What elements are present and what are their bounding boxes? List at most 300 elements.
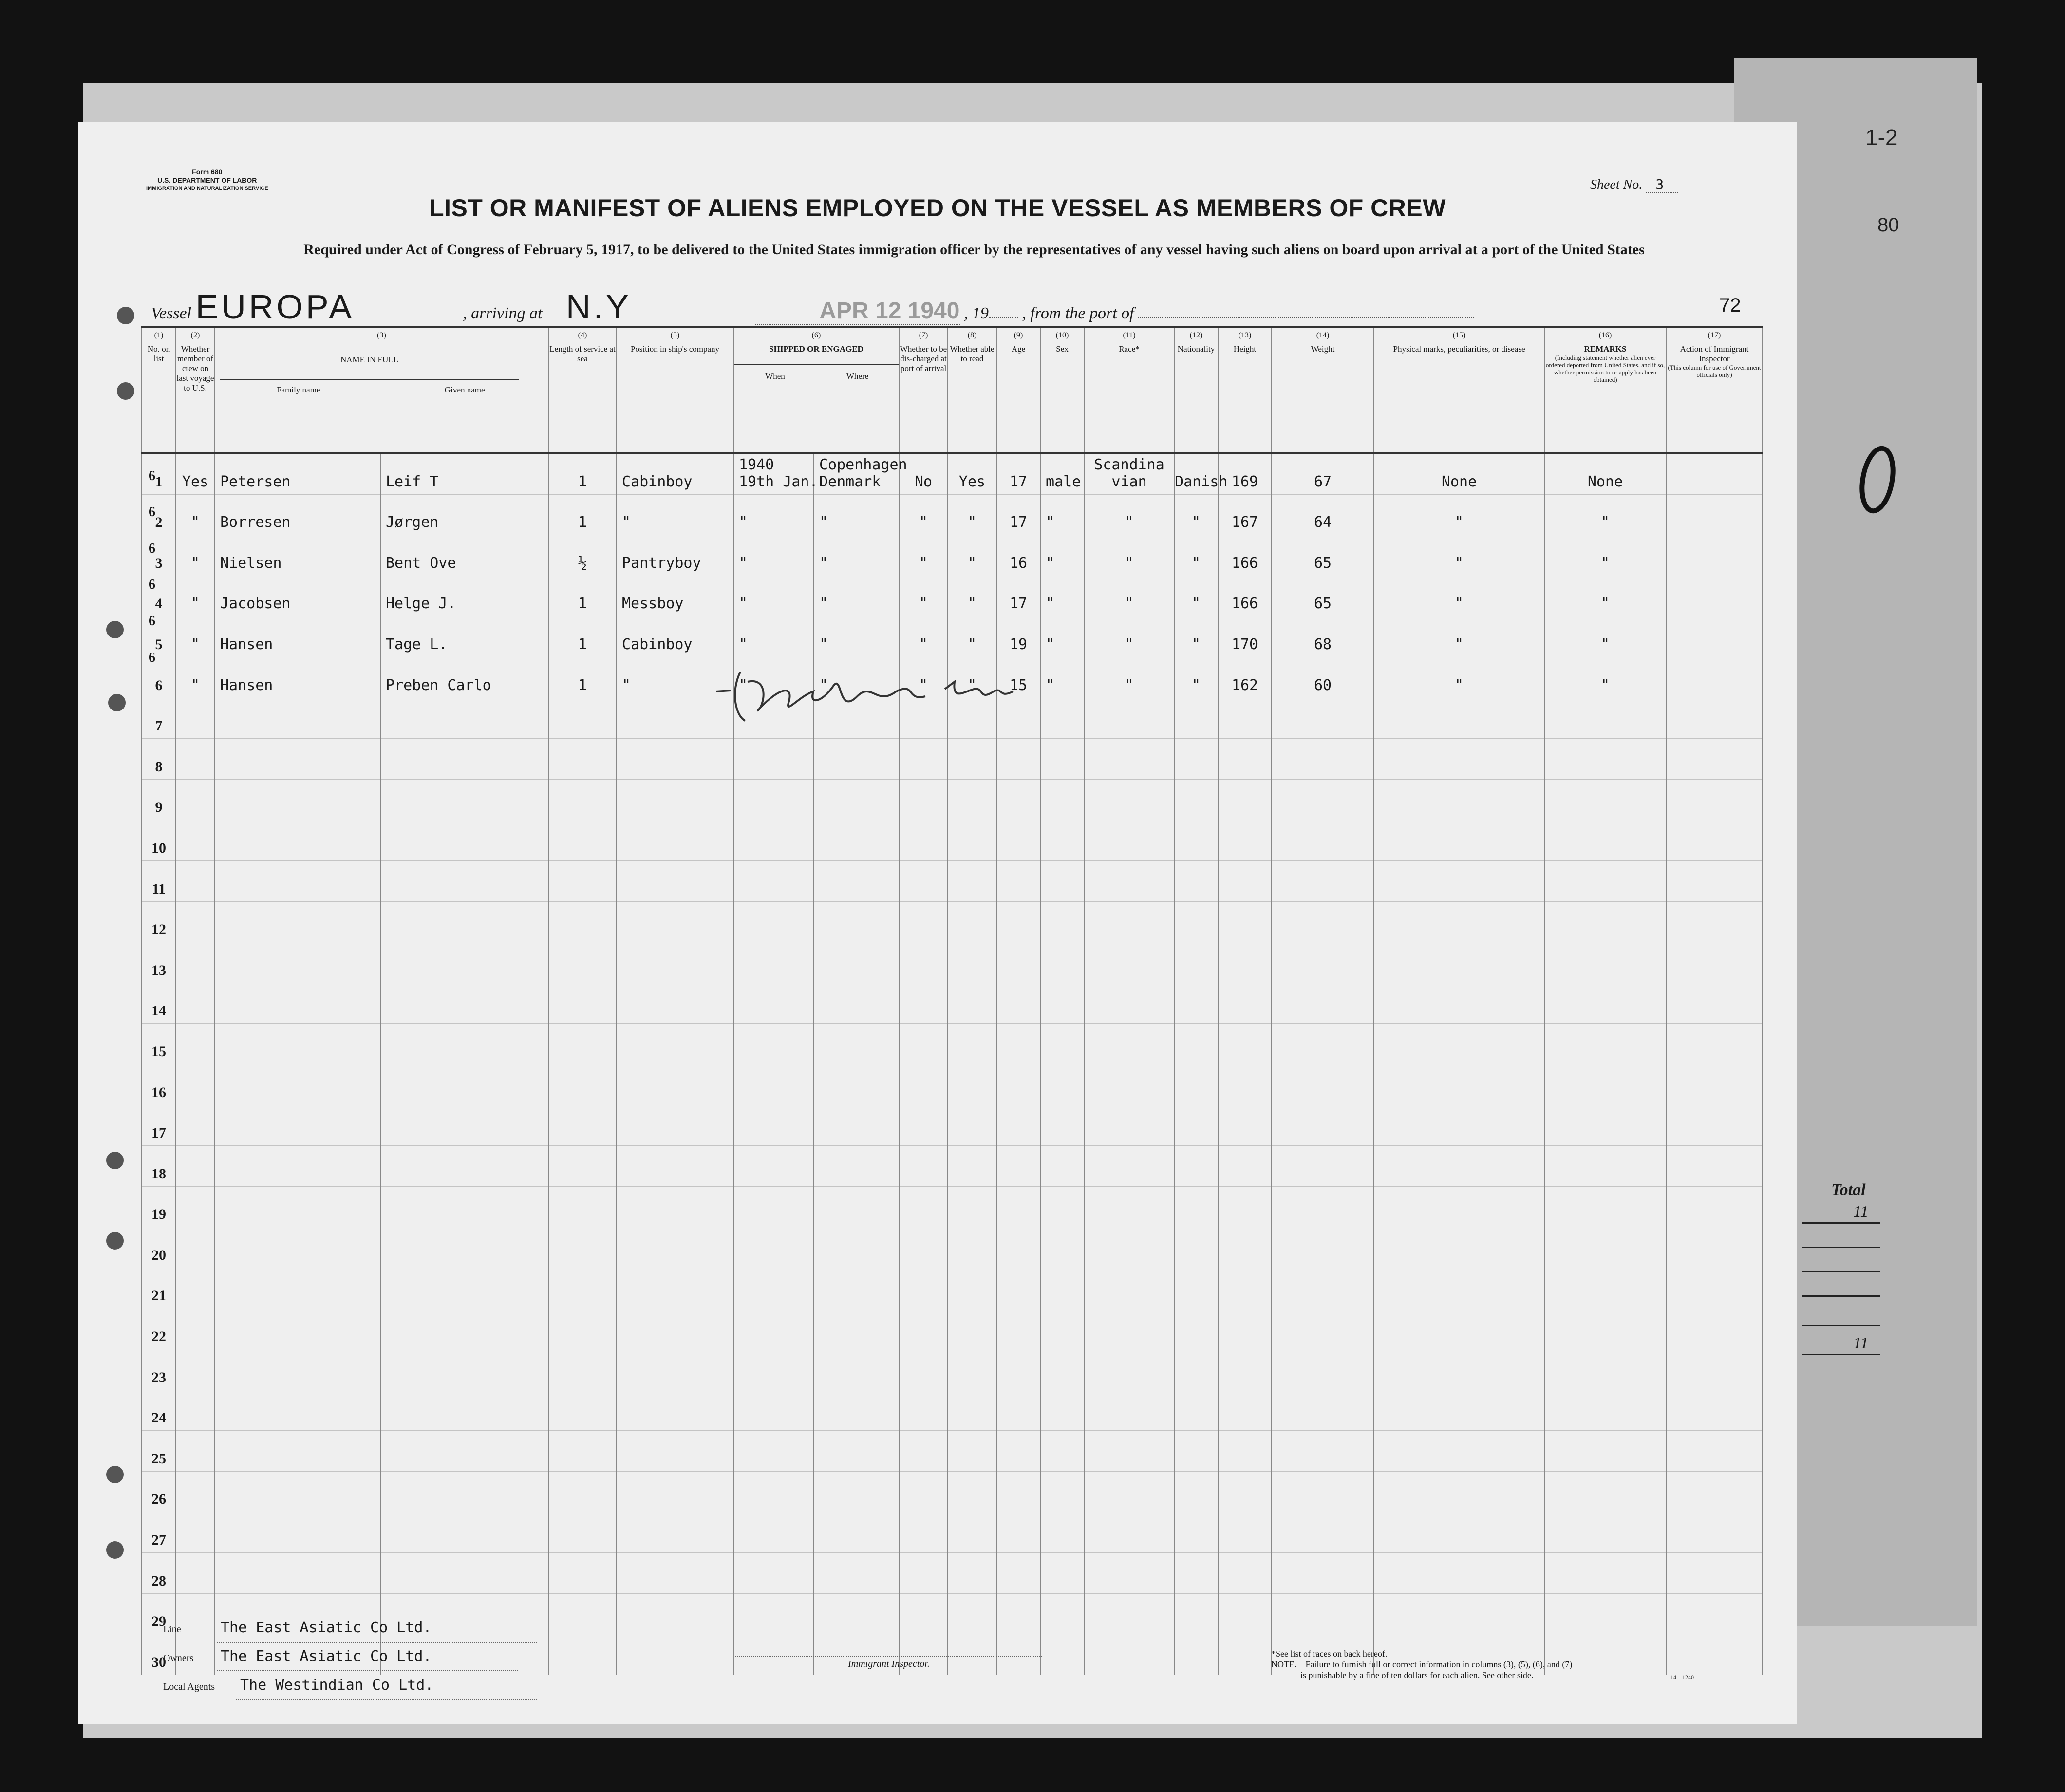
empty-cell bbox=[1040, 1471, 1084, 1512]
empty-cell bbox=[1040, 1268, 1084, 1308]
cell-when: " bbox=[733, 576, 814, 616]
empty-row bbox=[142, 1349, 1763, 1390]
empty-cell bbox=[548, 1553, 617, 1594]
col-no: (1) No. on list bbox=[142, 327, 176, 453]
empty-cell bbox=[176, 1553, 215, 1594]
binding-hole bbox=[106, 1232, 124, 1250]
cell-where: " bbox=[814, 494, 899, 535]
empty-cell bbox=[1174, 1593, 1218, 1634]
empty-cell bbox=[814, 1390, 899, 1431]
total-line bbox=[1802, 1325, 1880, 1326]
arrival-port: N.Y bbox=[566, 288, 632, 326]
empty-cell bbox=[814, 901, 899, 942]
empty-cell bbox=[948, 1553, 996, 1594]
empty-cell bbox=[1040, 1553, 1084, 1594]
row-number: 7 bbox=[142, 698, 176, 739]
empty-cell bbox=[1084, 820, 1174, 861]
cell-discharged: " bbox=[899, 576, 948, 616]
empty-cell bbox=[215, 1268, 380, 1308]
empty-cell bbox=[1272, 820, 1374, 861]
empty-cell bbox=[1544, 942, 1666, 983]
empty-row bbox=[142, 1105, 1763, 1146]
empty-cell bbox=[1040, 1308, 1084, 1349]
cell-read: " bbox=[948, 576, 996, 616]
cell-read: " bbox=[948, 535, 996, 576]
empty-cell bbox=[176, 1268, 215, 1308]
empty-cell bbox=[176, 1512, 215, 1553]
empty-cell bbox=[1174, 739, 1218, 780]
empty-cell bbox=[380, 1512, 548, 1553]
empty-cell bbox=[176, 983, 215, 1024]
cell-sex: " bbox=[1040, 494, 1084, 535]
margin-note-sheets: 1-2 bbox=[1865, 125, 1898, 150]
col-remarks: (16) REMARKS (Including statement whether alien ever ordered deported from United States, and if so, whether permission to re-apply has been obtained) bbox=[1544, 327, 1666, 453]
empty-cell bbox=[1218, 860, 1272, 901]
cell-age: 17 bbox=[996, 494, 1040, 535]
empty-cell bbox=[948, 1512, 996, 1553]
empty-cell bbox=[1272, 1593, 1374, 1634]
empty-cell bbox=[996, 1512, 1040, 1553]
empty-cell bbox=[733, 1390, 814, 1431]
empty-cell bbox=[1174, 1024, 1218, 1064]
cell-physical: None bbox=[1374, 453, 1544, 495]
empty-cell bbox=[1218, 983, 1272, 1024]
empty-cell bbox=[733, 1593, 814, 1634]
empty-cell bbox=[996, 942, 1040, 983]
empty-cell bbox=[1084, 942, 1174, 983]
empty-cell bbox=[948, 1431, 996, 1472]
empty-cell bbox=[380, 983, 548, 1024]
cell-sex: " bbox=[1040, 657, 1084, 698]
empty-cell bbox=[899, 1390, 948, 1431]
empty-cell bbox=[1374, 698, 1544, 739]
year-label: , 19 bbox=[964, 304, 989, 322]
empty-cell bbox=[1544, 1390, 1666, 1431]
empty-cell bbox=[1272, 860, 1374, 901]
empty-row bbox=[142, 1186, 1763, 1227]
cell-where: " bbox=[814, 657, 899, 698]
cell-last-voyage: " bbox=[176, 494, 215, 535]
empty-cell bbox=[948, 983, 996, 1024]
empty-cell bbox=[1374, 1064, 1544, 1105]
empty-cell bbox=[1666, 1186, 1763, 1227]
empty-cell bbox=[215, 1308, 380, 1349]
empty-cell bbox=[1174, 1512, 1218, 1553]
cell-last-voyage: " bbox=[176, 576, 215, 616]
empty-row bbox=[142, 1553, 1763, 1594]
empty-cell bbox=[548, 1308, 617, 1349]
empty-cell bbox=[733, 860, 814, 901]
empty-cell bbox=[899, 1308, 948, 1349]
col-given-name: Given name bbox=[444, 385, 485, 394]
empty-cell bbox=[1666, 1268, 1763, 1308]
empty-cell bbox=[1374, 1268, 1544, 1308]
empty-cell bbox=[548, 1634, 617, 1675]
empty-cell bbox=[548, 739, 617, 780]
empty-cell bbox=[617, 1593, 733, 1634]
empty-cell bbox=[1272, 698, 1374, 739]
empty-cell bbox=[617, 779, 733, 820]
row-check-mark: 6 bbox=[149, 650, 155, 665]
empty-cell bbox=[1666, 739, 1763, 780]
empty-cell bbox=[617, 1349, 733, 1390]
cell-action bbox=[1666, 453, 1763, 495]
cell-physical: " bbox=[1374, 657, 1544, 698]
empty-cell bbox=[1272, 1390, 1374, 1431]
cell-nationality: " bbox=[1174, 494, 1218, 535]
empty-cell bbox=[733, 779, 814, 820]
empty-cell bbox=[1218, 1146, 1272, 1187]
empty-cell bbox=[1666, 820, 1763, 861]
cell-discharged: " bbox=[899, 535, 948, 576]
empty-cell bbox=[1666, 1390, 1763, 1431]
cell-family: Jacobsen bbox=[215, 576, 380, 616]
sheet-label: Sheet No. bbox=[1590, 177, 1643, 192]
empty-cell bbox=[1544, 1471, 1666, 1512]
empty-cell bbox=[1218, 1105, 1272, 1146]
empty-cell bbox=[948, 1593, 996, 1634]
empty-cell bbox=[814, 1186, 899, 1227]
empty-cell bbox=[617, 1308, 733, 1349]
empty-cell bbox=[1272, 901, 1374, 942]
cell-position: " bbox=[617, 494, 733, 535]
sheet-value: 3 bbox=[1646, 176, 1678, 193]
empty-cell bbox=[1544, 901, 1666, 942]
empty-cell bbox=[1040, 1431, 1084, 1472]
empty-cell bbox=[215, 1390, 380, 1431]
empty-cell bbox=[617, 1431, 733, 1472]
col-discharged: (7) Whether to be dis-charged at port of arrival bbox=[899, 327, 948, 453]
empty-cell bbox=[996, 860, 1040, 901]
empty-cell bbox=[215, 942, 380, 983]
empty-cell bbox=[948, 739, 996, 780]
empty-cell bbox=[948, 860, 996, 901]
empty-cell bbox=[1666, 1431, 1763, 1472]
empty-cell bbox=[1174, 1553, 1218, 1594]
empty-cell bbox=[548, 942, 617, 983]
cell-race bbox=[1084, 453, 1174, 495]
empty-cell bbox=[948, 1390, 996, 1431]
cell-when-value: 19th Jan. bbox=[739, 473, 818, 490]
empty-row bbox=[142, 942, 1763, 983]
empty-cell bbox=[1544, 1227, 1666, 1268]
row-number: 19 bbox=[142, 1186, 176, 1227]
empty-cell bbox=[380, 1227, 548, 1268]
empty-cell bbox=[1084, 983, 1174, 1024]
empty-row bbox=[142, 820, 1763, 861]
empty-cell bbox=[1084, 1390, 1174, 1431]
empty-cell bbox=[1272, 1146, 1374, 1187]
total-line bbox=[1802, 1354, 1880, 1355]
empty-cell bbox=[1544, 1146, 1666, 1187]
empty-cell bbox=[948, 1308, 996, 1349]
cell-where-top: Copenhagen bbox=[819, 456, 907, 473]
cell-read: Yes bbox=[948, 453, 996, 495]
empty-cell bbox=[1374, 1390, 1544, 1431]
empty-cell bbox=[1040, 1227, 1084, 1268]
agents-field: Local Agents The Westindian Co Ltd. bbox=[163, 1672, 537, 1700]
row-number: 25 bbox=[142, 1431, 176, 1472]
cell-action bbox=[1666, 535, 1763, 576]
empty-cell bbox=[1218, 1512, 1272, 1553]
empty-cell bbox=[1218, 1471, 1272, 1512]
empty-cell bbox=[1174, 820, 1218, 861]
empty-cell bbox=[733, 1349, 814, 1390]
cell-given: Jørgen bbox=[380, 494, 548, 535]
empty-cell bbox=[1374, 1024, 1544, 1064]
empty-cell bbox=[996, 1105, 1040, 1146]
footer-fields bbox=[163, 1614, 537, 1700]
empty-cell bbox=[1544, 1593, 1666, 1634]
crew-row bbox=[142, 576, 1763, 616]
empty-cell bbox=[996, 1064, 1040, 1105]
empty-cell bbox=[548, 983, 617, 1024]
crew-row bbox=[142, 494, 1763, 535]
empty-cell bbox=[948, 1024, 996, 1064]
cell-position: " bbox=[617, 657, 733, 698]
empty-cell bbox=[380, 860, 548, 901]
empty-cell bbox=[176, 1064, 215, 1105]
empty-cell bbox=[380, 1186, 548, 1227]
empty-cell bbox=[1374, 1105, 1544, 1146]
cell-where: " bbox=[814, 535, 899, 576]
empty-cell bbox=[215, 779, 380, 820]
empty-row bbox=[142, 1146, 1763, 1187]
empty-cell bbox=[996, 983, 1040, 1024]
empty-cell bbox=[548, 1146, 617, 1187]
empty-cell bbox=[548, 1431, 617, 1472]
cell-physical: " bbox=[1374, 494, 1544, 535]
cell-remarks: " bbox=[1544, 535, 1666, 576]
col-service: (4) Length of service at sea bbox=[548, 327, 617, 453]
empty-cell bbox=[617, 1186, 733, 1227]
empty-cell bbox=[1084, 1308, 1174, 1349]
cell-discharged: " bbox=[899, 657, 948, 698]
empty-cell bbox=[1374, 1471, 1544, 1512]
empty-row bbox=[142, 1024, 1763, 1064]
empty-cell bbox=[1040, 820, 1084, 861]
empty-cell bbox=[1040, 1186, 1084, 1227]
page-title: LIST OR MANIFEST OF ALIENS EMPLOYED ON THE VESSEL AS MEMBERS OF CREW bbox=[429, 194, 1446, 222]
empty-cell bbox=[1272, 1186, 1374, 1227]
empty-cell bbox=[1084, 1471, 1174, 1512]
empty-cell bbox=[548, 1268, 617, 1308]
empty-cell bbox=[617, 942, 733, 983]
empty-cell bbox=[814, 739, 899, 780]
empty-cell bbox=[1040, 1634, 1084, 1675]
empty-cell bbox=[176, 942, 215, 983]
empty-cell bbox=[733, 739, 814, 780]
empty-cell bbox=[1040, 698, 1084, 739]
total-line bbox=[1802, 1222, 1880, 1224]
empty-cell bbox=[1084, 1431, 1174, 1472]
empty-cell bbox=[814, 1064, 899, 1105]
empty-cell bbox=[814, 983, 899, 1024]
empty-cell bbox=[948, 820, 996, 861]
empty-cell bbox=[548, 1593, 617, 1634]
empty-cell bbox=[1218, 698, 1272, 739]
col-race: (11) Race* bbox=[1084, 327, 1174, 453]
empty-cell bbox=[899, 1227, 948, 1268]
empty-cell bbox=[1666, 983, 1763, 1024]
empty-cell bbox=[176, 1105, 215, 1146]
owners-value: The East Asiatic Co Ltd. bbox=[217, 1643, 518, 1671]
empty-cell bbox=[948, 901, 996, 942]
empty-cell bbox=[1374, 779, 1544, 820]
empty-cell bbox=[1174, 1634, 1218, 1675]
sheet-number bbox=[1590, 176, 1678, 193]
empty-row bbox=[142, 1390, 1763, 1431]
col-sex: (10) Sex bbox=[1040, 327, 1084, 453]
col-shipped: (6) SHIPPED OR ENGAGED When Where bbox=[733, 327, 899, 453]
empty-cell bbox=[1084, 1593, 1174, 1634]
empty-cell bbox=[380, 1268, 548, 1308]
print-code: 14—1240 bbox=[1671, 1674, 1694, 1680]
empty-cell bbox=[215, 901, 380, 942]
empty-cell bbox=[733, 1064, 814, 1105]
empty-row bbox=[142, 1512, 1763, 1553]
empty-cell bbox=[215, 983, 380, 1024]
empty-cell bbox=[996, 1593, 1040, 1634]
cell-remarks: " bbox=[1544, 657, 1666, 698]
cell-remarks: None bbox=[1544, 453, 1666, 495]
empty-cell bbox=[1374, 1593, 1544, 1634]
row-number: 17 bbox=[142, 1105, 176, 1146]
from-port-label: , from the port of bbox=[1022, 304, 1134, 322]
empty-row bbox=[142, 1064, 1763, 1105]
empty-cell bbox=[1374, 942, 1544, 983]
empty-cell bbox=[1666, 1512, 1763, 1553]
empty-cell bbox=[380, 1431, 548, 1472]
cell-race: " bbox=[1084, 616, 1174, 657]
empty-cell bbox=[996, 1349, 1040, 1390]
empty-cell bbox=[548, 820, 617, 861]
empty-cell bbox=[1084, 779, 1174, 820]
empty-cell bbox=[899, 1024, 948, 1064]
cell-weight: 68 bbox=[1272, 616, 1374, 657]
empty-cell bbox=[176, 1024, 215, 1064]
empty-cell bbox=[1040, 942, 1084, 983]
empty-cell bbox=[733, 983, 814, 1024]
empty-cell bbox=[617, 1105, 733, 1146]
binding-hole bbox=[106, 1466, 124, 1483]
empty-cell bbox=[215, 1553, 380, 1594]
page-subtitle: Required under Act of Congress of February 5, 1917, to be delivered to the United States immigration officer by the representatives of any vessel having such aliens on board upon arrival at a port of the United States bbox=[303, 242, 1645, 258]
empty-cell bbox=[996, 739, 1040, 780]
empty-cell bbox=[215, 1105, 380, 1146]
cell-when bbox=[733, 453, 818, 495]
vessel-label: Vessel bbox=[151, 304, 192, 322]
empty-cell bbox=[1040, 1064, 1084, 1105]
row-number: 27 bbox=[142, 1512, 176, 1553]
empty-cell bbox=[1272, 1308, 1374, 1349]
cell-sex: male bbox=[1040, 453, 1084, 495]
empty-cell bbox=[996, 1390, 1040, 1431]
empty-cell bbox=[1084, 901, 1174, 942]
row-check-mark: 6 bbox=[149, 504, 155, 520]
row-number: 1 bbox=[142, 453, 176, 495]
empty-cell bbox=[1040, 1146, 1084, 1187]
empty-cell bbox=[814, 1105, 899, 1146]
empty-cell bbox=[1666, 1105, 1763, 1146]
empty-cell bbox=[176, 1349, 215, 1390]
empty-cell bbox=[996, 1268, 1040, 1308]
empty-cell bbox=[380, 698, 548, 739]
empty-cell bbox=[1272, 1349, 1374, 1390]
empty-cell bbox=[1218, 820, 1272, 861]
empty-cell bbox=[617, 820, 733, 861]
row-number: 12 bbox=[142, 901, 176, 942]
empty-cell bbox=[814, 820, 899, 861]
empty-cell bbox=[733, 1146, 814, 1187]
empty-cell bbox=[899, 983, 948, 1024]
empty-cell bbox=[1666, 1553, 1763, 1594]
cell-service: 1 bbox=[548, 616, 617, 657]
empty-cell bbox=[1374, 1431, 1544, 1472]
cell-weight: 60 bbox=[1272, 657, 1374, 698]
empty-cell bbox=[1218, 779, 1272, 820]
total-line bbox=[1802, 1295, 1880, 1297]
empty-cell bbox=[996, 1308, 1040, 1349]
empty-cell bbox=[1666, 1146, 1763, 1187]
empty-cell bbox=[617, 1268, 733, 1308]
empty-cell bbox=[733, 1268, 814, 1308]
empty-cell bbox=[548, 1390, 617, 1431]
cell-race-value: vian bbox=[1111, 473, 1147, 490]
empty-cell bbox=[1374, 1186, 1544, 1227]
empty-cell bbox=[1272, 779, 1374, 820]
empty-cell bbox=[996, 779, 1040, 820]
cell-sex: " bbox=[1040, 616, 1084, 657]
cell-where bbox=[814, 453, 907, 495]
cell-when: " bbox=[733, 616, 814, 657]
empty-cell bbox=[1040, 1512, 1084, 1553]
col-where: Where bbox=[846, 372, 869, 381]
empty-cell bbox=[899, 901, 948, 942]
empty-cell bbox=[948, 1268, 996, 1308]
empty-cell bbox=[1218, 739, 1272, 780]
empty-cell bbox=[1040, 739, 1084, 780]
service: IMMIGRATION AND NATURALIZATION SERVICE bbox=[146, 186, 268, 191]
empty-cell bbox=[899, 1553, 948, 1594]
empty-cell bbox=[899, 820, 948, 861]
cell-remarks: " bbox=[1544, 494, 1666, 535]
cell-age: 15 bbox=[996, 657, 1040, 698]
empty-cell bbox=[1174, 942, 1218, 983]
cell-given: Tage L. bbox=[380, 616, 548, 657]
total-label: Total bbox=[1831, 1181, 1866, 1199]
empty-cell bbox=[380, 1308, 548, 1349]
empty-cell bbox=[733, 1431, 814, 1472]
row-check-mark: 6 bbox=[149, 577, 155, 593]
row-number: 22 bbox=[142, 1308, 176, 1349]
total-line bbox=[1802, 1247, 1880, 1248]
empty-cell bbox=[1174, 1268, 1218, 1308]
empty-cell bbox=[1272, 1227, 1374, 1268]
col-age: (9) Age bbox=[996, 327, 1040, 453]
empty-cell bbox=[1544, 1024, 1666, 1064]
crew-row bbox=[142, 453, 1763, 495]
col-read: (8) Whether able to read bbox=[948, 327, 996, 453]
crew-table bbox=[141, 326, 1763, 1675]
empty-cell bbox=[814, 1553, 899, 1594]
row-number: 2 bbox=[142, 494, 176, 535]
empty-cell bbox=[1374, 983, 1544, 1024]
empty-cell bbox=[814, 1268, 899, 1308]
empty-cell bbox=[1084, 1349, 1174, 1390]
empty-cell bbox=[1544, 1308, 1666, 1349]
empty-cell bbox=[1174, 901, 1218, 942]
